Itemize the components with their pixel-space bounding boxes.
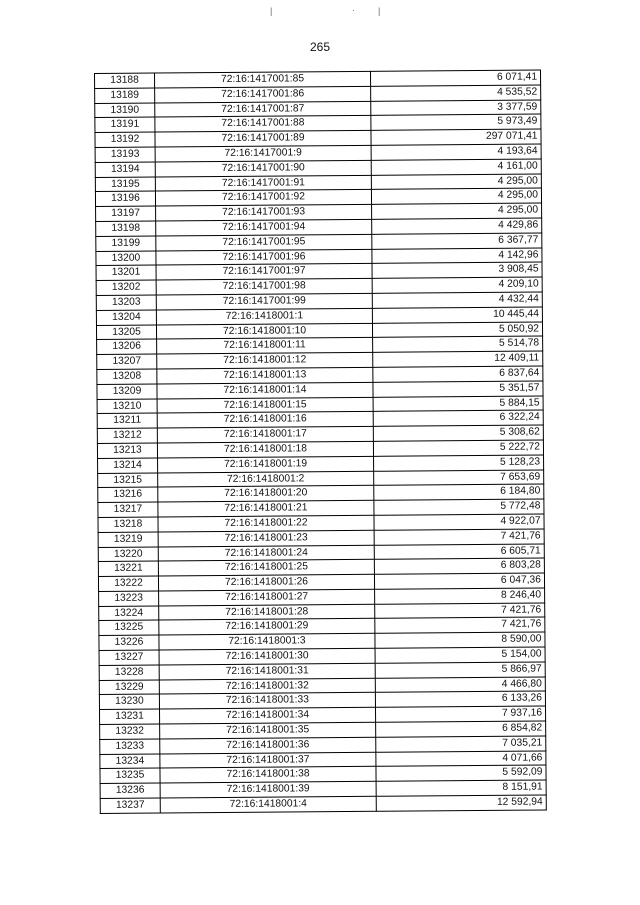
cadastral-number-cell: 72:16:1418001:19	[158, 456, 374, 472]
cadastral-number-cell: 72:16:1418001:20	[158, 486, 374, 502]
cadastral-value-cell: 4 922,07	[374, 514, 544, 530]
cadastral-number-cell: 72:16:1418001:1	[156, 308, 372, 324]
row-number-cell: 13230	[99, 694, 159, 709]
cadastral-value-cell: 6 605,71	[374, 543, 544, 559]
cadastral-value-cell: 5 884,15	[373, 396, 543, 412]
row-number-cell: 13203	[96, 295, 156, 310]
cadastral-number-cell: 72:16:1418001:29	[159, 619, 375, 635]
cadastral-number-cell: 72:16:1418001:12	[157, 352, 373, 368]
cadastral-number-cell: 72:16:1417001:97	[156, 264, 372, 280]
row-number-cell: 13210	[97, 399, 157, 414]
cadastral-number-cell: 72:16:1417001:99	[156, 293, 372, 309]
cadastral-number-cell: 72:16:1418001:11	[157, 338, 373, 354]
cadastral-value-cell: 12 409,11	[373, 351, 543, 367]
row-number-cell: 13227	[99, 650, 159, 665]
cadastral-value-cell: 6 133,26	[375, 691, 545, 707]
row-number-cell: 13200	[96, 251, 156, 266]
table-row	[100, 795, 546, 813]
page-number: 265	[309, 40, 331, 54]
row-number-cell: 13217	[98, 502, 158, 517]
cadastral-value-cell: 7 421,76	[375, 617, 545, 633]
row-number-cell: 13234	[100, 754, 160, 769]
cadastral-value-cell: 6 071,41	[370, 70, 540, 86]
row-number-cell: 13229	[99, 680, 159, 695]
cadastral-value-cell: 297 071,41	[371, 129, 541, 145]
row-number-cell: 13214	[98, 458, 158, 473]
cadastral-value-cell: 4 071,66	[376, 751, 546, 767]
cadastral-value-cell: 6 854,82	[376, 721, 546, 737]
cadastral-number-cell: 72:16:1418001:16	[157, 412, 373, 428]
cadastral-value-cell: 4 161,00	[371, 159, 541, 175]
row-number-cell: 13235	[100, 768, 160, 783]
cadastral-value-cell: 5 772,48	[374, 499, 544, 515]
row-number-cell: 13233	[100, 739, 160, 754]
scan-artifact-mark: |	[378, 6, 381, 16]
cadastral-number-cell: 72:16:1417001:87	[155, 101, 371, 117]
cadastral-number-cell: 72:16:1418001:32	[159, 678, 375, 694]
row-number-cell: 13220	[98, 547, 158, 562]
cadastral-number-cell: 72:16:1418001:24	[158, 545, 374, 561]
cadastral-number-cell: 72:16:1417001:93	[156, 204, 372, 220]
cadastral-number-cell: 72:16:1418001:23	[158, 530, 374, 546]
row-number-cell: 13223	[99, 591, 159, 606]
cadastral-value-cell: 5 308,62	[373, 425, 543, 441]
cadastral-number-cell: 72:16:1417001:88	[155, 116, 371, 132]
cadastral-number-cell: 72:16:1418001:38	[160, 767, 376, 783]
cadastral-value-cell: 8 590,00	[375, 632, 545, 648]
cadastral-number-cell: 72:16:1417001:9	[155, 145, 371, 161]
row-number-cell: 13190	[95, 103, 155, 118]
cadastral-number-cell: 72:16:1417001:98	[156, 278, 372, 294]
cadastral-value-cell: 4 466,80	[375, 677, 545, 693]
cadastral-value-cell: 5 973,49	[371, 114, 541, 130]
row-number-cell: 13189	[95, 88, 155, 103]
row-number-cell: 13206	[97, 339, 157, 354]
scan-artifact-mark: |	[270, 6, 273, 16]
cadastral-number-cell: 72:16:1418001:15	[157, 397, 373, 413]
row-number-cell: 13202	[96, 280, 156, 295]
cadastral-value-cell: 4 193,64	[371, 144, 541, 160]
cadastral-number-cell: 72:16:1418001:17	[157, 426, 373, 442]
cadastral-value-cell: 6 367,77	[372, 233, 542, 249]
cadastral-number-cell: 72:16:1418001:34	[159, 708, 375, 724]
cadastral-number-cell: 72:16:1417001:85	[155, 71, 371, 87]
cadastral-number-cell: 72:16:1418001:27	[159, 589, 375, 605]
row-number-cell: 13205	[96, 325, 156, 340]
cadastral-value-cell: 5 050,92	[372, 322, 542, 338]
cadastral-value-cell: 3 377,59	[371, 100, 541, 116]
row-number-cell: 13218	[98, 517, 158, 532]
row-number-cell: 13221	[98, 561, 158, 576]
cadastral-value-cell: 5 514,78	[373, 336, 543, 352]
cadastral-value-cell: 4 432,44	[372, 292, 542, 308]
cadastral-number-cell: 72:16:1418001:4	[160, 796, 376, 812]
cadastral-number-cell: 72:16:1417001:94	[156, 219, 372, 235]
row-number-cell: 13209	[97, 384, 157, 399]
row-number-cell: 13197	[96, 206, 156, 221]
cadastral-number-cell: 72:16:1418001:22	[158, 515, 374, 531]
cadastral-number-cell: 72:16:1418001:35	[160, 722, 376, 738]
cadastral-number-cell: 72:16:1418001:37	[160, 752, 376, 768]
cadastral-number-cell: 72:16:1418001:25	[158, 560, 374, 576]
row-number-cell: 13237	[100, 798, 160, 813]
row-number-cell: 13208	[97, 369, 157, 384]
cadastral-value-cell: 5 128,23	[374, 455, 544, 471]
cadastral-value-cell: 4 209,10	[372, 277, 542, 293]
cadastral-value-cell: 4 295,00	[371, 174, 541, 190]
registry-table	[94, 69, 547, 813]
row-number-cell: 13194	[95, 162, 155, 177]
cadastral-number-cell: 72:16:1417001:95	[156, 234, 372, 250]
cadastral-value-cell: 4 429,86	[372, 218, 542, 234]
row-number-cell: 13201	[96, 265, 156, 280]
cadastral-number-cell: 72:16:1418001:31	[159, 663, 375, 679]
cadastral-number-cell: 72:16:1418001:3	[159, 634, 375, 650]
cadastral-number-cell: 72:16:1418001:30	[159, 648, 375, 664]
row-number-cell: 13199	[96, 236, 156, 251]
cadastral-number-cell: 72:16:1417001:92	[155, 190, 371, 206]
cadastral-value-cell: 7 937,16	[375, 706, 545, 722]
cadastral-value-cell: 5 592,09	[376, 765, 546, 781]
row-number-cell: 13211	[97, 413, 157, 428]
row-number-cell: 13195	[95, 177, 155, 192]
cadastral-value-cell: 8 246,40	[375, 588, 545, 604]
cadastral-number-cell: 72:16:1418001:33	[159, 693, 375, 709]
cadastral-value-cell: 8 151,91	[376, 780, 546, 796]
row-number-cell: 13188	[95, 73, 155, 88]
row-number-cell: 13228	[99, 665, 159, 680]
cadastral-value-cell: 3 908,45	[372, 262, 542, 278]
cadastral-number-cell: 72:16:1417001:96	[156, 249, 372, 265]
cadastral-value-cell: 7 421,76	[374, 529, 544, 545]
cadastral-value-cell: 5 222,72	[373, 440, 543, 456]
registry-table-body	[95, 70, 547, 813]
row-number-cell: 13224	[99, 606, 159, 621]
cadastral-number-cell: 72:16:1418001:18	[157, 441, 373, 457]
cadastral-number-cell: 72:16:1417001:90	[155, 160, 371, 176]
cadastral-value-cell: 4 142,96	[372, 248, 542, 264]
row-number-cell: 13219	[98, 532, 158, 547]
row-number-cell: 13225	[99, 620, 159, 635]
row-number-cell: 13192	[95, 132, 155, 147]
cadastral-number-cell: 72:16:1418001:14	[157, 382, 373, 398]
cadastral-number-cell: 72:16:1418001:13	[157, 367, 373, 383]
cadastral-value-cell: 4 295,00	[371, 188, 541, 204]
row-number-cell: 13191	[95, 117, 155, 132]
row-number-cell: 13231	[100, 709, 160, 724]
cadastral-value-cell: 7 653,69	[374, 469, 544, 485]
row-number-cell: 13236	[100, 783, 160, 798]
row-number-cell: 13216	[98, 487, 158, 502]
cadastral-value-cell: 7 421,76	[375, 603, 545, 619]
row-number-cell: 13226	[99, 635, 159, 650]
row-number-cell: 13196	[95, 191, 155, 206]
cadastral-value-cell: 5 866,97	[375, 662, 545, 678]
row-number-cell: 13215	[98, 473, 158, 488]
row-number-cell: 13193	[95, 147, 155, 162]
cadastral-number-cell: 72:16:1418001:36	[160, 737, 376, 753]
cadastral-value-cell: 4 295,00	[372, 203, 542, 219]
cadastral-number-cell: 72:16:1418001:21	[158, 500, 374, 516]
cadastral-number-cell: 72:16:1417001:91	[155, 175, 371, 191]
cadastral-number-cell: 72:16:1418001:10	[156, 323, 372, 339]
row-number-cell: 13232	[100, 724, 160, 739]
cadastral-value-cell: 10 445,44	[372, 307, 542, 323]
cadastral-value-cell: 5 351,57	[373, 381, 543, 397]
cadastral-value-cell: 6 803,28	[374, 558, 544, 574]
row-number-cell: 13207	[97, 354, 157, 369]
cadastral-value-cell: 6 047,36	[374, 573, 544, 589]
scan-artifact-mark: ·	[352, 5, 355, 15]
cadastral-value-cell: 6 322,24	[373, 410, 543, 426]
row-number-cell: 13222	[98, 576, 158, 591]
row-number-cell: 13212	[97, 428, 157, 443]
cadastral-number-cell: 72:16:1418001:26	[158, 574, 374, 590]
cadastral-value-cell: 6 837,64	[373, 366, 543, 382]
cadastral-number-cell: 72:16:1418001:28	[159, 604, 375, 620]
cadastral-value-cell: 5 154,00	[375, 647, 545, 663]
row-number-cell: 13213	[97, 443, 157, 458]
cadastral-value-cell: 4 535,52	[371, 85, 541, 101]
row-number-cell: 13204	[96, 310, 156, 325]
cadastral-value-cell: 7 035,21	[376, 736, 546, 752]
cadastral-number-cell: 72:16:1417001:89	[155, 131, 371, 147]
cadastral-number-cell: 72:16:1418001:2	[158, 471, 374, 487]
cadastral-value-cell: 12 592,94	[376, 795, 546, 811]
cadastral-value-cell: 6 184,80	[374, 484, 544, 500]
cadastral-number-cell: 72:16:1417001:86	[155, 86, 371, 102]
cadastral-number-cell: 72:16:1418001:39	[160, 782, 376, 798]
row-number-cell: 13198	[96, 221, 156, 236]
